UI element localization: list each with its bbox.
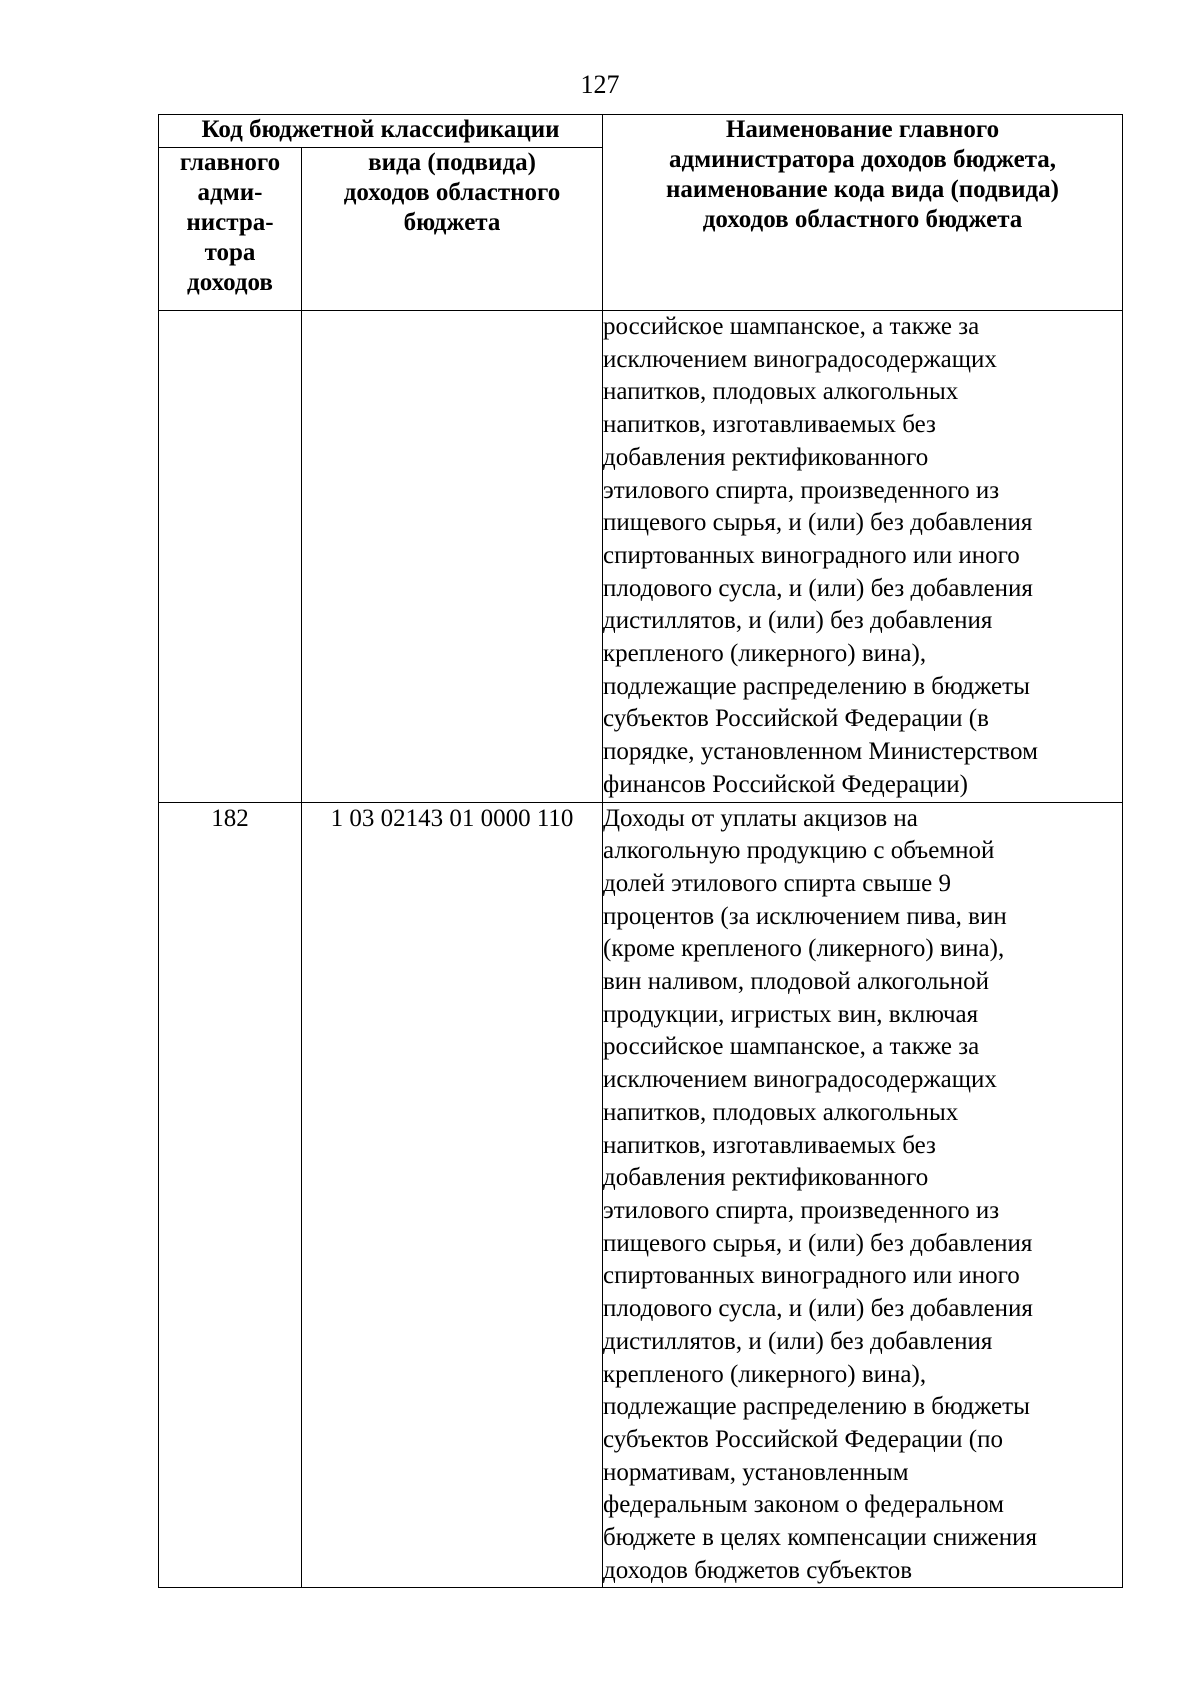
header-code-line: вида (подвида) bbox=[368, 149, 536, 176]
cell-name-line: российское шампанское, а также за bbox=[603, 1033, 980, 1061]
header-name-line: администратора доходов бюджета, bbox=[668, 146, 1057, 173]
cell-name-line: крепленого (ликерного) вина), bbox=[603, 1360, 927, 1388]
header-name-line: доходов областного бюджета bbox=[702, 206, 1023, 233]
cell-name-line: пищевого сырья, и (или) без добавления bbox=[603, 1229, 1033, 1257]
cell-name-line: финансов Российской Федерации) bbox=[603, 770, 968, 798]
cell-name-line: порядке, установленном Министерством bbox=[603, 738, 1038, 766]
header-chief-administrator bbox=[159, 148, 302, 311]
header-admin-line: нистра- bbox=[186, 209, 274, 236]
table-row bbox=[159, 802, 1123, 1588]
header-row-group bbox=[159, 115, 1123, 148]
cell-name-line: бюджете в целях компенсации снижения bbox=[603, 1524, 1038, 1552]
cell-name-line: нормативам, установленным bbox=[603, 1458, 909, 1486]
cell-name-line: (кроме крепленого (ликерного) вина), bbox=[603, 935, 1005, 963]
header-admin-line: доходов bbox=[187, 269, 273, 296]
cell-name-line: этилового спирта, произведенного из bbox=[603, 476, 1000, 504]
header-code-line: бюджета bbox=[403, 209, 501, 236]
cell-name-line: напитков, плодовых алкогольных bbox=[603, 378, 959, 406]
table-row bbox=[159, 311, 1123, 803]
cell-name-line: продукции, игристых вин, включая bbox=[603, 1000, 979, 1028]
cell-revenue-code bbox=[302, 311, 603, 803]
header-admin-line: адми- bbox=[197, 179, 263, 206]
cell-name-line: этилового спирта, произведенного из bbox=[603, 1196, 1000, 1224]
cell-revenue-name bbox=[603, 802, 1123, 1588]
header-budget-classification-code: Код бюджетной классификации bbox=[159, 115, 603, 148]
cell-name-line: федеральным законом о федеральном bbox=[603, 1491, 1004, 1519]
budget-classification-table bbox=[158, 114, 1123, 1588]
cell-name-line: алкогольную продукцию с объемной bbox=[603, 837, 995, 865]
cell-name-line: подлежащие распределению в бюджеты bbox=[603, 672, 1030, 700]
cell-name-line: плодового сусла, и (или) без добавления bbox=[603, 1295, 1033, 1323]
cell-name-line: добавления ректификованного bbox=[603, 1164, 929, 1192]
cell-revenue-name bbox=[603, 311, 1123, 803]
header-name-line: наименование кода вида (подвида) bbox=[666, 176, 1059, 203]
cell-name-line: напитков, плодовых алкогольных bbox=[603, 1098, 959, 1126]
header-name-line: Наименование главного bbox=[725, 116, 1000, 143]
cell-name-line: напитков, изготавливаемых без bbox=[603, 411, 936, 439]
cell-admin-code bbox=[159, 311, 302, 803]
cell-name-line: подлежащие распределению в бюджеты bbox=[603, 1393, 1030, 1421]
header-admin-line: главного bbox=[179, 149, 281, 176]
cell-name-line: добавления ректификованного bbox=[603, 443, 929, 471]
header-code-line: доходов областного bbox=[343, 179, 561, 206]
cell-name-line: субъектов Российской Федерации (по bbox=[603, 1425, 1003, 1453]
cell-admin-code: 182 bbox=[159, 802, 302, 1588]
header-administrator-name bbox=[603, 115, 1123, 311]
header-admin-line: тора bbox=[204, 239, 256, 266]
cell-name-line: российское шампанское, а также за bbox=[603, 313, 980, 340]
cell-name-line: дистиллятов, и (или) без добавления bbox=[603, 607, 993, 635]
cell-revenue-code: 1 03 02143 01 0000 110 bbox=[302, 802, 603, 1588]
cell-name-line: вин наливом, плодовой алкогольной bbox=[603, 968, 990, 996]
cell-name-line: процентов (за исключением пива, вин bbox=[603, 902, 1007, 930]
cell-name-line: исключением виноградосодержащих bbox=[603, 345, 997, 373]
cell-name-line: напитков, изготавливаемых без bbox=[603, 1131, 936, 1159]
cell-name-line: крепленого (ликерного) вина), bbox=[603, 640, 927, 668]
cell-name-line: субъектов Российской Федерации (в bbox=[603, 705, 989, 733]
cell-name-line: Доходы от уплаты акцизов на bbox=[603, 804, 918, 832]
cell-name-line: долей этилового спирта свыше 9 bbox=[603, 869, 952, 897]
cell-name-line: спиртованных виноградного или иного bbox=[603, 1262, 1020, 1290]
cell-name-line: доходов бюджетов субъектов bbox=[603, 1556, 913, 1584]
cell-name-line: дистиллятов, и (или) без добавления bbox=[603, 1327, 993, 1355]
cell-name-line: пищевого сырья, и (или) без добавления bbox=[603, 509, 1033, 537]
page-number: 127 bbox=[580, 70, 620, 99]
cell-name-line: исключением виноградосодержащих bbox=[603, 1066, 997, 1094]
cell-name-line: спиртованных виноградного или иного bbox=[603, 541, 1020, 569]
cell-name-line: плодового сусла, и (или) без добавления bbox=[603, 574, 1033, 602]
header-revenue-type-code bbox=[302, 148, 603, 311]
